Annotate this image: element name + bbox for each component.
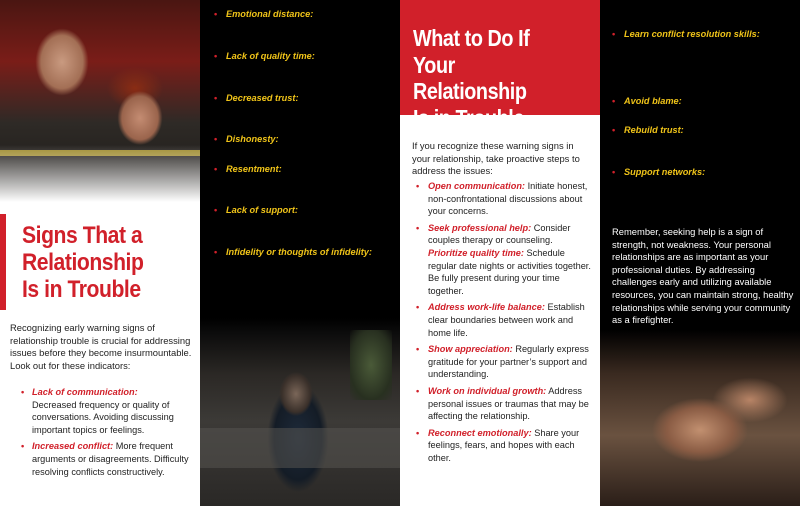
list-item xyxy=(214,8,394,46)
list-item xyxy=(416,427,594,465)
item-term: Increased conflict: xyxy=(32,441,114,452)
item-text: Decreased frequency or quality of conversations. Avoiding discussing important topics or feelings. xyxy=(32,399,174,435)
item-term: • Learn conflict resolution skills: xyxy=(624,29,760,39)
list-item xyxy=(416,301,594,339)
item-text: Connect with other firefighter couples for support and advice. Encourage your partner to build relationships with other firefighter spouses or partners. xyxy=(624,166,796,228)
what-to-do-intro: If you recognize these warning signs in your relationship, take proactive steps to address the issues: xyxy=(412,140,580,177)
distressed-man-photo xyxy=(200,318,400,506)
what-to-do-title-line: Is in Trouble xyxy=(413,104,524,131)
item-term: Address work-life balance: xyxy=(428,302,545,313)
list-item xyxy=(612,166,796,229)
firefighters-photo xyxy=(0,0,200,205)
signs-intro: Recognizing early warning signs of relationship trouble is crucial for addressing issues before they become insurmountable. Look out for these indicators: xyxy=(10,322,192,371)
item-term: Resentment: xyxy=(226,163,282,174)
item-term: Reconnect emotionally: xyxy=(428,427,532,438)
item-text: Suspicion or doubt about your partner’s activities or intentions. xyxy=(226,92,378,128)
item-text: Schedule regular date nights or activities together. Be fully present during your time together. xyxy=(428,247,591,296)
list-item xyxy=(416,343,594,381)
list-item xyxy=(214,204,394,242)
what-to-do-title-line: What to Do If xyxy=(413,25,530,51)
title-accent-bar xyxy=(0,214,6,310)
list-item xyxy=(214,92,394,130)
list-item xyxy=(214,246,394,284)
item-text: More frequent arguments or disagreements. Difficulty resolving conflicts constructively. xyxy=(32,441,189,477)
sofa-shape xyxy=(200,428,400,468)
item-text: Withholding information or being secretive. xyxy=(226,134,388,157)
signs-title-line: Relationship xyxy=(22,249,144,276)
item-term: Open communication: xyxy=(428,181,525,191)
list-item xyxy=(416,222,594,247)
item-term: Emotional distance: xyxy=(226,9,314,19)
item-text: Not feeling emotionally supported by your partner. Criticism outweighs encouragement. xyxy=(226,205,394,241)
item-term: Work on individual growth: xyxy=(428,385,547,396)
item-term: • Lack of communication: xyxy=(32,387,138,397)
list-item xyxy=(32,440,196,478)
item-text: Practice fair-fighting techniques and constructive problem-solving. Fair-fighting rules tell you what’s okay and what’s crossing the line in an argument. xyxy=(624,41,795,90)
item-text: Regularly express gratitude for your partner’s support and understanding. xyxy=(428,344,589,380)
what-to-do-title xyxy=(413,25,570,131)
list-item xyxy=(416,180,594,218)
item-text: If trust has been broken, be patient and understand that rebuilding it takes time. xyxy=(624,125,792,161)
item-term: Support networks: xyxy=(624,166,706,177)
list-item xyxy=(612,95,796,120)
list-item xyxy=(416,385,594,423)
item-term: Lack of support: xyxy=(226,205,298,216)
item-term: Rebuild trust: xyxy=(624,125,684,136)
item-term: Avoid blame: xyxy=(624,95,682,106)
holding-hands-photo xyxy=(600,330,800,506)
item-term: Show appreciation: xyxy=(428,344,513,355)
what-to-do-list-continued xyxy=(612,28,796,233)
signs-title xyxy=(22,222,176,303)
what-to-do-list xyxy=(416,180,594,468)
item-term: Seek professional help: xyxy=(428,222,532,233)
closing-paragraph: Remember, seeking help is a sign of strength, not weakness. Your personal relationships are as important as your professional duties. By addressing challenges early and utilizing available resources, you can maintain strong, healthy relationships while serving your community as a firefighter. xyxy=(612,226,794,326)
what-to-do-title-line: Your Relationship xyxy=(413,51,527,104)
list-item xyxy=(32,386,196,436)
item-text: Spending less time together or not prioritizing the relationship. xyxy=(226,50,376,86)
list-item xyxy=(214,163,394,201)
item-term: Prioritize quality time: xyxy=(428,247,524,258)
photo-fade xyxy=(0,145,200,205)
item-text: Feeling disconnected or “out of sync” with your partner. Lack of affection or intimacy xyxy=(226,9,384,45)
list-item xyxy=(612,28,796,91)
list-item xyxy=(214,50,394,88)
plant-shape xyxy=(350,330,392,400)
list-item xyxy=(612,124,796,162)
item-text: Address personal issues or traumas that may be affecting the relationship. xyxy=(428,385,589,422)
item-term: Dishonesty: xyxy=(226,134,279,145)
item-term: Lack of quality time: xyxy=(226,50,315,61)
signs-title-line: Is in Trouble xyxy=(22,276,141,303)
item-text: Establish clear boundaries between work and home life. xyxy=(428,302,585,338)
item-text: Initiate honest, non-confrontational discussions about your concerns. xyxy=(428,181,588,217)
item-term: Decreased trust: xyxy=(226,92,299,103)
signs-list xyxy=(32,386,196,482)
item-text: Harboring grudges or unresolved anger. Feeling underappreciated or taken for granted. xyxy=(226,163,383,199)
item-text: Focus on finding solutions together. xyxy=(624,95,791,119)
list-item xyxy=(214,133,394,158)
item-term: Infidelity or thoughts of infidelity: xyxy=(226,247,372,258)
item-text: Share your feelings, fears, and hopes with each other. xyxy=(428,427,580,463)
signs-title-line: Signs That a xyxy=(22,222,143,249)
item-text: Consider couples therapy or counseling. xyxy=(428,222,571,246)
item-text: Emotional or physical affairs. Frequently thinking about being with someone else. xyxy=(226,259,390,283)
list-item xyxy=(416,247,594,297)
signs-list-continued xyxy=(214,8,394,288)
